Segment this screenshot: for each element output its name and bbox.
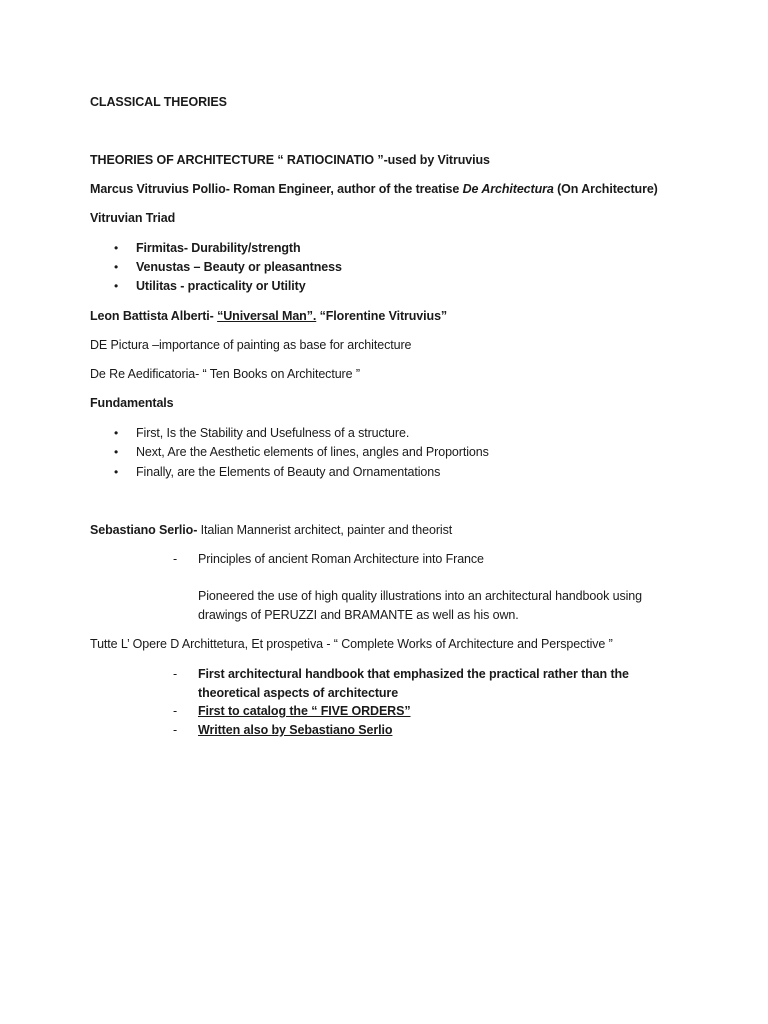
alberti-line <box>90 308 447 324</box>
triad-heading: Vitruvian Triad <box>90 211 176 225</box>
alberti-universal-man: “Universal Man”. <box>217 309 317 323</box>
triad-item: Venustas – Beauty or pleasantness <box>136 260 342 274</box>
fundamentals-item: Finally, are the Elements of Beauty and Ornamentations <box>136 465 441 479</box>
tutte-line: Tutte L’ Opere D Archittetura, Et prospetiva - “ Complete Works of Architecture and Perspective ” <box>90 637 613 651</box>
serlio-line <box>90 522 452 538</box>
fundamentals-heading: Fundamentals <box>90 396 174 410</box>
dash-marker: - <box>173 704 178 718</box>
document-heading: CLASSICAL THEORIES <box>90 95 227 109</box>
triad-item: Utilitas - practicality or Utility <box>136 279 306 293</box>
tutte-item-continuation: theoretical aspects of architecture <box>198 686 399 700</box>
bullet-marker: • <box>114 445 119 459</box>
vitruvius-line <box>90 181 658 197</box>
bullet-marker: • <box>114 465 119 479</box>
vitruvius-prefix: Marcus Vitruvius Pollio- Roman Engineer, author of the treatise <box>90 182 463 196</box>
serlio-paragraph-line: drawings of PERUZZI and BRAMANTE as well as his own. <box>198 608 519 622</box>
triad-item: Firmitas- Durability/strength <box>136 241 301 255</box>
tutte-item-serlio: Written also by Sebastiano Serlio <box>198 723 393 737</box>
vitruvius-treatise-title: De Architectura <box>462 182 554 196</box>
alberti-suffix: “Florentine Vitruvius” <box>316 309 448 323</box>
serlio-paragraph-line: Pioneered the use of high quality illustrations into an architectural handbook using <box>198 589 642 603</box>
serlio-name: Sebastiano Serlio- <box>90 523 198 537</box>
tutte-item: First architectural handbook that emphasized the practical rather than the <box>198 667 629 681</box>
bullet-marker: • <box>114 241 119 255</box>
fundamentals-item: First, Is the Stability and Usefulness of a structure. <box>136 426 410 440</box>
fundamentals-item: Next, Are the Aesthetic elements of lines, angles and Proportions <box>136 445 489 459</box>
bullet-marker: • <box>114 426 119 440</box>
dash-marker: - <box>173 667 178 681</box>
de-pictura-line: DE Pictura –importance of painting as base for architecture <box>90 338 412 352</box>
serlio-dash-item: Principles of ancient Roman Architecture into France <box>198 552 484 566</box>
alberti-prefix: Leon Battista Alberti- <box>90 309 218 323</box>
de-re-line: De Re Aedificatoria- “ Ten Books on Architecture ” <box>90 367 360 381</box>
bullet-marker: • <box>114 260 119 274</box>
dash-marker: - <box>173 723 178 737</box>
vitruvius-suffix: (On Architecture) <box>553 182 658 196</box>
tutte-item-five-orders: First to catalog the “ FIVE ORDERS” <box>198 704 411 718</box>
theories-line: THEORIES OF ARCHITECTURE “ RATIOCINATIO ”-used by Vitruvius <box>90 153 490 167</box>
serlio-description: Italian Mannerist architect, painter and theorist <box>197 523 453 537</box>
dash-marker: - <box>173 552 178 566</box>
bullet-marker: • <box>114 279 119 293</box>
